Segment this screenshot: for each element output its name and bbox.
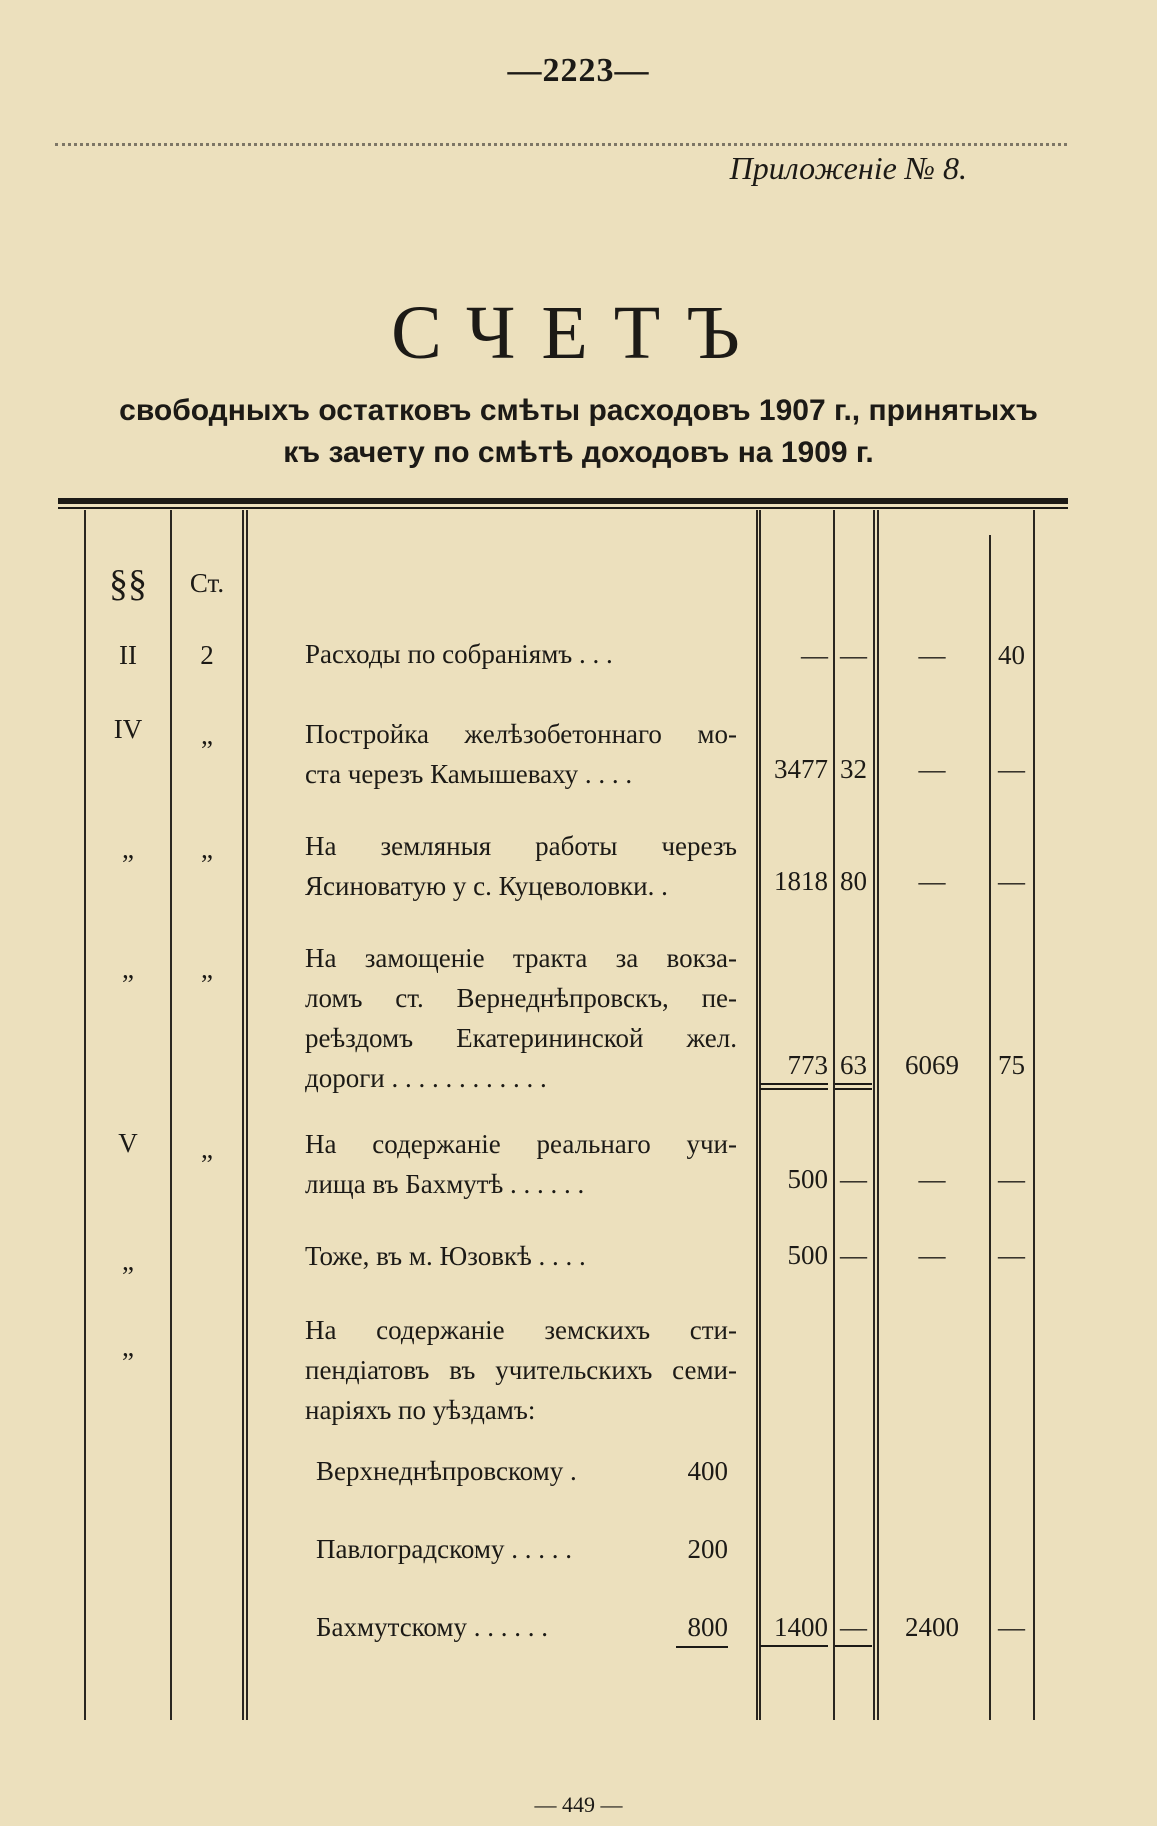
row-5-desc-line-2: лища въ Бахмутѣ . . . . . .: [305, 1169, 585, 1199]
appendix-label: Приложенiе № 8.: [729, 150, 967, 186]
row-4-article: „: [201, 954, 213, 984]
header-section: §§: [109, 563, 147, 605]
row-1-section: II: [119, 640, 137, 670]
subitem-2-value: 200: [687, 1534, 728, 1564]
col-divider-rub1: [833, 510, 835, 1720]
col-divider-kop1-2: [877, 510, 879, 1720]
subtotal-rub2: 2400: [905, 1612, 959, 1642]
table-top-rule: [58, 498, 1068, 504]
row-1-rub2: —: [918, 640, 946, 670]
row-6-section: „: [122, 1246, 134, 1276]
subitem-2: [316, 1534, 728, 1565]
subtotal-rub1-underline: [760, 1645, 828, 1647]
row-5-section: V: [118, 1128, 138, 1158]
col-divider-section: [170, 510, 172, 1720]
subitem-1-label: Верхнеднѣпровскому .: [316, 1456, 577, 1486]
row-3-article: „: [201, 834, 213, 864]
row-4-kop1: 63: [840, 1050, 867, 1080]
row-3-description: [305, 826, 737, 906]
row-7-description: [305, 1310, 737, 1430]
row-4-rub1-underline: [760, 1083, 828, 1085]
subtotal-kop1: —: [840, 1612, 867, 1642]
row-2-section: IV: [113, 714, 143, 744]
row-5-kop2: —: [998, 1164, 1025, 1194]
subtotal-rub1: 1400: [774, 1612, 828, 1642]
row-1-article: 2: [200, 640, 214, 670]
row-1-desc-line-1: Расходы по собранiямъ . . .: [305, 639, 613, 669]
row-2-desc-line-1: Постройка желѣзобетоннаго мо-: [305, 719, 737, 749]
col-divider-article-2: [246, 510, 248, 1720]
row-4-kop2: 75: [998, 1050, 1025, 1080]
row-4-kop1-underline: [835, 1083, 872, 1085]
subitem-3-value: 800: [687, 1612, 728, 1642]
subitem-2-label: Павлоградскому . . . . .: [316, 1534, 572, 1564]
row-5-kop1: —: [840, 1164, 867, 1194]
row-7-section: „: [122, 1332, 134, 1362]
subitem-3-underline: [676, 1646, 728, 1648]
subtitle-line-1: свободныхъ остатковъ смѣты расходовъ 1907 г., принятыхъ: [119, 394, 1038, 427]
row-6-rub1: 500: [787, 1240, 828, 1270]
table-top-rule-thin: [58, 507, 1068, 509]
document-title: СЧЕТЪ: [391, 291, 766, 375]
row-3-kop2: —: [998, 866, 1025, 896]
row-3-section: „: [122, 834, 134, 864]
row-3-desc-line-1: На земляныя работы черезъ: [305, 831, 737, 861]
row-2-desc-line-2: ста черезъ Камышеваху . . . .: [305, 759, 633, 789]
col-divider-left: [84, 510, 86, 1720]
row-7-desc-line-3: нарiяхъ по уѣздамъ:: [305, 1395, 536, 1425]
row-1-description: [305, 634, 737, 674]
row-4-rub1: 773: [787, 1050, 828, 1080]
row-5-rub2: —: [918, 1164, 946, 1194]
row-1-rub1: —: [801, 640, 828, 670]
row-4-desc-line-2: ломъ ст. Вернеднѣпровскъ, пе-: [305, 983, 737, 1013]
footer-page-number: — 449 —: [534, 1792, 623, 1817]
col-divider-article: [242, 510, 244, 1720]
subitem-1-value: 400: [687, 1456, 728, 1486]
row-4-description: [305, 938, 737, 1098]
row-2-kop1: 32: [840, 754, 867, 784]
row-1-kop1: —: [840, 640, 867, 670]
row-1-kop2: 40: [998, 640, 1025, 670]
row-3-rub1: 1818: [774, 866, 828, 896]
page-number: —2223—: [507, 52, 650, 89]
subtotal-kop1-underline: [835, 1645, 872, 1647]
row-3-desc-line-2: Ясиноватую у с. Куцеволовки. .: [305, 871, 668, 901]
row-4-rub1-underline-2: [760, 1088, 828, 1090]
row-2-kop2: —: [998, 754, 1025, 784]
col-divider-desc: [756, 510, 758, 1720]
col-divider-rub2: [989, 535, 991, 1720]
row-4-section: „: [122, 954, 134, 984]
row-5-article: „: [201, 1134, 213, 1164]
row-4-kop1-underline-2: [835, 1088, 872, 1090]
col-divider-right: [1033, 510, 1035, 1720]
subitem-3: [316, 1612, 728, 1643]
document-subtitle: [30, 390, 1127, 474]
row-7-desc-line-2: пендiатовъ въ учительскихъ семи-: [305, 1355, 737, 1385]
subtitle-line-2: къ зачету по смѣтѣ доходовъ на 1909 г.: [283, 436, 874, 469]
row-4-desc-line-1: На замощенiе тракта за вокза-: [305, 943, 737, 973]
row-6-kop2: —: [998, 1240, 1025, 1270]
subitem-3-label: Бахмутскому . . . . . .: [316, 1612, 549, 1642]
row-4-desc-line-3: реѣздомъ Екатерининской жел.: [305, 1023, 737, 1053]
row-2-rub2: —: [918, 754, 946, 784]
subitem-1: [316, 1456, 728, 1487]
row-5-description: [305, 1124, 737, 1204]
row-5-rub1: 500: [787, 1164, 828, 1194]
col-divider-kop1: [873, 510, 875, 1720]
row-3-rub2: —: [918, 866, 946, 896]
row-6-kop1: —: [840, 1240, 867, 1270]
row-2-rub1: 3477: [774, 754, 828, 784]
row-2-article: „: [201, 720, 213, 750]
row-6-rub2: —: [918, 1240, 946, 1270]
subtotal-kop2: —: [998, 1612, 1025, 1642]
row-2-description: [305, 714, 737, 794]
row-6-desc-line-1: Тоже, въ м. Юзовкѣ . . . .: [305, 1241, 586, 1271]
row-5-desc-line-1: На содержанiе реальнаго учи-: [305, 1129, 737, 1159]
row-4-rub2: 6069: [905, 1050, 959, 1080]
col-divider-desc-2: [759, 510, 761, 1720]
top-dotted-rule: [55, 143, 1067, 146]
row-6-description: [305, 1236, 737, 1276]
row-7-desc-line-1: На содержанiе земскихъ сти-: [305, 1315, 737, 1345]
header-article: Ст.: [189, 568, 225, 598]
row-4-desc-line-4: дороги . . . . . . . . . . . .: [305, 1063, 547, 1093]
row-3-kop1: 80: [840, 866, 867, 896]
